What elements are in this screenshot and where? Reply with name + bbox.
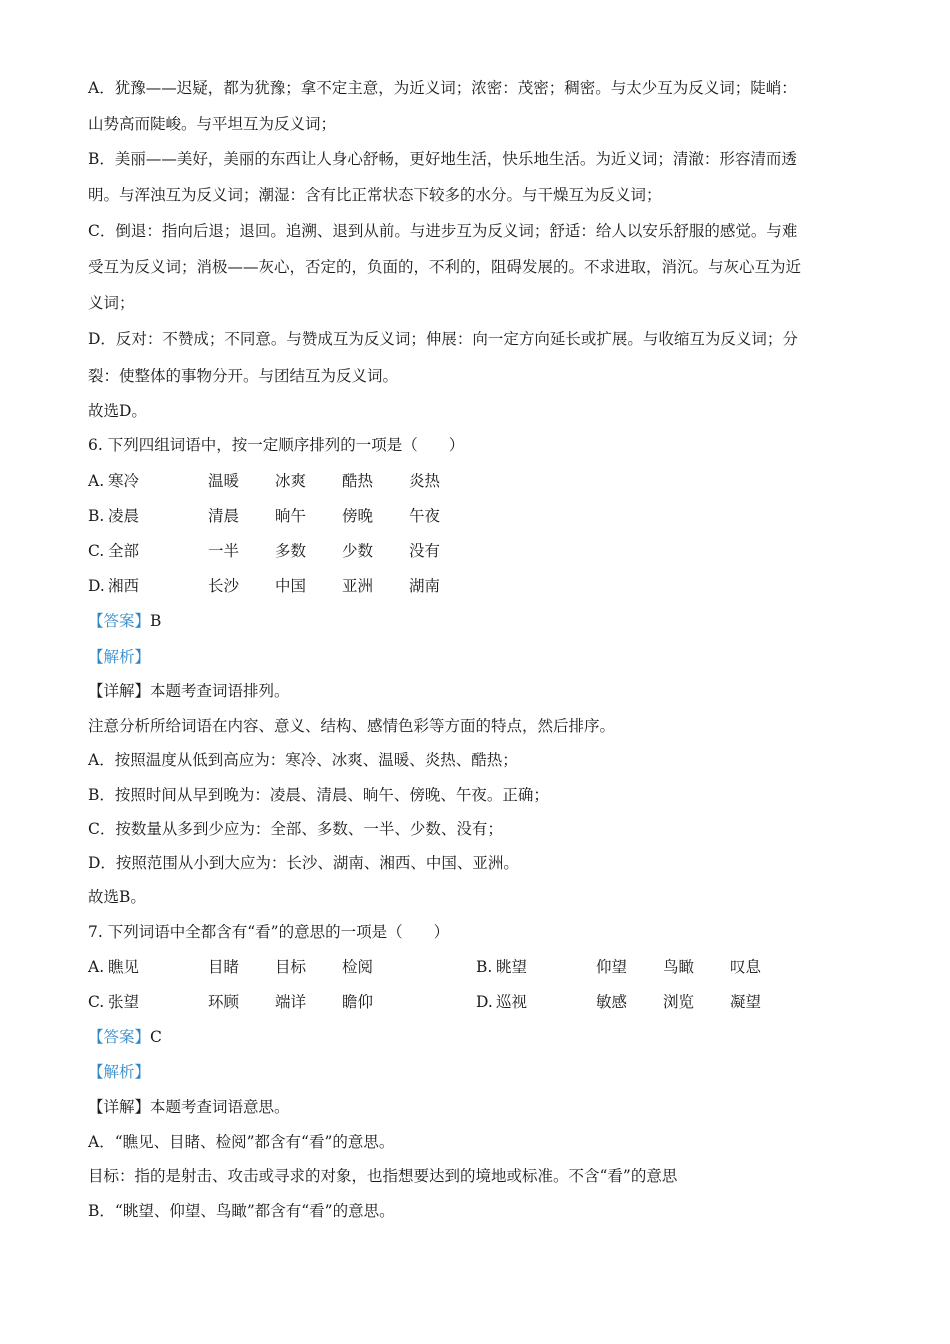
option-word: 没有 [409,542,441,560]
option-word: 长沙 [208,577,240,595]
option-word: 温暖 [208,472,240,490]
question-7-stem: 7. 下列词语中全都含有“看”的意思的一项是（ ） [88,923,450,941]
option-word: 叹息 [730,958,762,976]
answer-label: 【答案】 [88,1028,151,1046]
option-word: 瞧见 [108,958,140,976]
option-word: 凌晨 [108,507,140,525]
option-word: 一半 [208,542,240,560]
option-word: 巡视 [496,993,528,1011]
option-word: 冰爽 [275,472,307,490]
q6-analysis-line: A．按照温度从低到高应为：寒冷、冰爽、温暖、炎热、酷热； [88,751,518,769]
option-word: 全部 [108,542,140,560]
option-letter: C. [88,542,105,560]
option-word: 晌午 [275,507,307,525]
explanation-line: C．倒退：指向后退；退回。追溯、退到从前。与进步互为反义词；舒适：给人以安乐舒服的感觉。与难 [88,222,798,240]
q7-analysis-line: 目标：指的是射击、攻击或寻求的对象，也指想要达到的境地或标准。不含“看”的意思 [88,1167,678,1185]
q6-analysis-line: B．按照时间从早到晚为：凌晨、清晨、晌午、傍晚、午夜。正确； [88,786,549,804]
detail-text: 本题考查词语意思。 [150,1098,290,1116]
option-word: 中国 [275,577,307,595]
explanation-line: D．反对：不赞成；不同意。与赞成互为反义词；伸展：向一定方向延长或扩展。与收缩互为反义词；分 [88,330,798,348]
q6-analysis-line: C．按数量从多到少应为：全部、多数、一半、少数、没有； [88,820,503,838]
option-letter: A. [88,472,105,490]
option-word: 湖南 [409,577,441,595]
option-word: 傍晚 [342,507,374,525]
option-word: 凝望 [730,993,762,1011]
q7-answer [88,1027,162,1047]
q6-analysis-heading [88,647,150,667]
option-word: 目睹 [208,958,240,976]
option-word: 鸟瞰 [663,958,695,976]
answer-label: 【答案】 [88,612,151,630]
option-word: 多数 [275,542,307,560]
option-word: 浏览 [663,993,695,1011]
option-word: 目标 [275,958,307,976]
detail-label: 【详解】 [88,1098,151,1116]
option-letter: B. [88,507,105,525]
option-word: 端详 [275,993,307,1011]
option-word: 炎热 [409,472,441,490]
answer-value: B [150,612,162,630]
explanation-line: 受互为反义词；消极——灰心，否定的，负面的，不利的，阻碍发展的。不求进取，消沉。与灰心互为近 [88,258,802,276]
q6-analysis-line: D．按照范围从小到大应为：长沙、湖南、湘西、中国、亚洲。 [88,854,519,872]
option-word: 检阅 [342,958,374,976]
option-word: 张望 [108,993,140,1011]
detail-text: 本题考查词语排列。 [150,682,290,700]
q7-analysis-heading [88,1062,150,1082]
answer-value: C [150,1028,162,1046]
option-word: 仰望 [596,958,628,976]
option-word: 眺望 [496,958,528,976]
explanation-line: A．犹豫——迟疑，都为犹豫；拿不定主意，为近义词；浓密：茂密；稠密。与太少互为反义词；陡峭： [88,79,797,97]
option-word: 午夜 [409,507,441,525]
analysis-label: 【解析】 [88,1063,151,1081]
option-word: 敏感 [596,993,628,1011]
explanation-line: 义词； [88,294,135,312]
option-word: 酷热 [342,472,374,490]
q7-analysis-line: A．“瞧见、目睹、检阅”都含有“看”的意思。 [88,1133,395,1151]
option-letter: D. [476,993,493,1011]
option-word: 湘西 [108,577,140,595]
explanation-line: B．美丽——美好，美丽的东西让人身心舒畅，更好地生活，快乐地生活。为近义词；清澈：形容清而透 [88,150,797,168]
option-word: 少数 [342,542,374,560]
explanation-line: 明。与浑浊互为反义词；潮湿：含有比正常状态下较多的水分。与干燥互为反义词； [88,186,662,204]
option-letter: C. [88,993,105,1011]
option-word: 寒冷 [108,472,140,490]
analysis-label: 【解析】 [88,648,151,666]
q6-detail [88,681,290,701]
question-6-stem: 6. 下列四组词语中，按一定顺序排列的一项是（ ） [88,436,465,454]
conclusion-line: 故选D。 [88,402,147,420]
explanation-line: 山势高而陡峻。与平坦互为反义词； [88,115,337,133]
q6-answer [88,611,161,631]
option-word: 亚洲 [342,577,374,595]
q7-detail [88,1097,290,1117]
option-letter: B. [476,958,493,976]
q7-analysis-line: B．“眺望、仰望、鸟瞰”都含有“看”的意思。 [88,1202,395,1220]
explanation-line: 裂：使整体的事物分开。与团结互为反义词。 [88,367,399,385]
option-word: 清晨 [208,507,240,525]
detail-label: 【详解】 [88,682,151,700]
option-word: 环顾 [208,993,240,1011]
option-letter: D. [88,577,105,595]
option-letter: A. [88,958,105,976]
q6-analysis-line: 注意分析所给词语在内容、意义、结构、感情色彩等方面的特点，然后排序。 [88,717,616,735]
q6-conclusion: 故选B。 [88,888,146,906]
option-word: 瞻仰 [342,993,374,1011]
